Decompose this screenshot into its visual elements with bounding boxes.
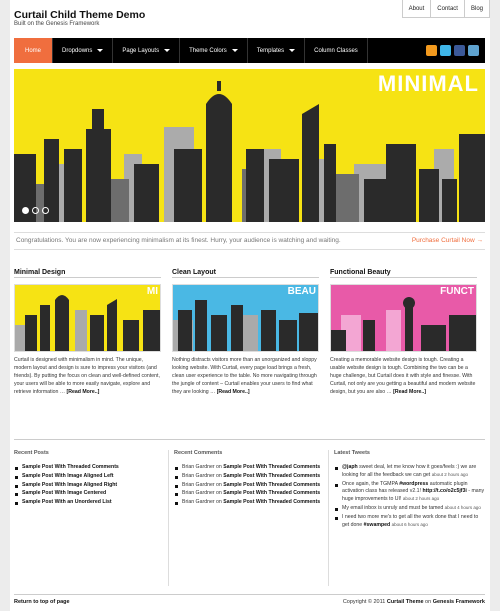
plus-icon[interactable] xyxy=(468,45,479,56)
feature-text xyxy=(330,356,477,396)
return-to-top-link[interactable]: Return to top of page xyxy=(14,599,70,605)
comment-author: Brian Gardner xyxy=(182,464,215,470)
site-description: Built on the Genesis Framework xyxy=(14,21,100,27)
list-item xyxy=(174,499,322,507)
post-link[interactable]: Sample Post With Threaded Comments xyxy=(22,464,119,470)
recent-comments-list xyxy=(174,464,322,507)
nav-label: Column Classes xyxy=(314,47,358,54)
tweet-text: - many huge improvements to UI! xyxy=(342,488,485,503)
nav-item-dropdowns[interactable] xyxy=(53,38,113,63)
comment-post-link[interactable]: Sample Post With Threaded Comments xyxy=(223,472,321,479)
tweet-time[interactable]: about 2 hours ago xyxy=(431,471,468,477)
nav-label: Theme Colors xyxy=(189,47,227,54)
footer-bar xyxy=(14,594,485,611)
skyline-thumb-image xyxy=(15,285,161,352)
comment-on: on xyxy=(216,472,222,479)
purchase-link[interactable]: Purchase Curtail Now → xyxy=(411,237,483,244)
hashtag-link[interactable]: #swamped xyxy=(363,521,391,528)
post-link[interactable]: Sample Post With an Unordered List xyxy=(22,499,112,506)
feature-thumbnail[interactable] xyxy=(330,284,477,352)
feature-clean-layout xyxy=(172,258,319,396)
recent-posts-list xyxy=(14,464,162,507)
recent-comments-widget xyxy=(174,450,322,508)
comment-on: on xyxy=(216,464,222,470)
main-navigation xyxy=(14,38,485,63)
tweet-url[interactable]: http://t.co/o2c5jf3i xyxy=(422,488,467,495)
feature-body: Curtail is designed with minimalism in mind. The unique, modern layout and design is sure to impress your visitors (and friends). By putting the focus on clean and well-defined content, your users will be able to more easily navigate, explore and retrieve information … xyxy=(14,357,160,396)
nav-item-page-layouts[interactable] xyxy=(113,38,180,63)
welcome-bar xyxy=(14,232,485,250)
framework-link[interactable]: Genesis Framework xyxy=(432,599,485,605)
comment-post-link[interactable]: Sample Post With Threaded Comments xyxy=(223,464,321,470)
nav-item-theme-colors[interactable] xyxy=(180,38,248,63)
comment-author: Brian Gardner xyxy=(182,499,215,506)
comment-on: on xyxy=(216,499,222,506)
list-item xyxy=(174,482,322,490)
copyright-text: Copyright © 2011 xyxy=(342,599,387,605)
caret-down-icon xyxy=(232,49,238,52)
facebook-icon[interactable] xyxy=(454,45,465,56)
tweet-text: Once again, the TGMPA xyxy=(342,480,400,487)
feature-functional-beauty xyxy=(330,258,477,396)
topnav-about[interactable]: About xyxy=(403,0,432,17)
list-item[interactable] xyxy=(14,499,162,507)
thumb-label: BEAU xyxy=(287,286,316,297)
welcome-text: Congratulations. You are now experiencing minimalism at its finest. Hurry, your audience is watching and waiting. xyxy=(16,237,341,244)
tweet-text: automatic plugin activation class has released v2.1! xyxy=(342,480,468,495)
post-link[interactable]: Sample Post With Image Aligned Right xyxy=(22,481,118,488)
feature-text xyxy=(14,356,161,396)
comment-author: Brian Gardner xyxy=(182,472,215,479)
feature-body: Nothing distracts visitors more than an unorganized and sloppy looking website. With Curtail, every page load brings a fresh, clean user experience to the table. No more navigating through the jungle of content – Curtail enables your users to find what they are looking … xyxy=(172,357,317,396)
thumb-label: MI xyxy=(146,286,158,297)
thumb-label: FUNCT xyxy=(440,286,474,297)
feature-minimal-design xyxy=(14,258,161,396)
top-navigation xyxy=(402,0,490,18)
feature-thumbnail[interactable] xyxy=(172,284,319,352)
comment-post-link[interactable]: Sample Post With Threaded Comments xyxy=(223,481,321,488)
widget-title: Latest Tweets xyxy=(334,450,370,456)
slider-dot-1[interactable] xyxy=(22,207,29,214)
divider xyxy=(168,450,169,586)
caret-down-icon xyxy=(289,49,295,52)
comment-post-link[interactable]: Sample Post With Threaded Comments xyxy=(223,490,321,497)
post-link[interactable]: Sample Post With Image Centered xyxy=(22,490,107,497)
caret-down-icon xyxy=(164,49,170,52)
divider xyxy=(328,450,329,586)
topnav-blog[interactable]: Blog xyxy=(465,0,490,17)
tweet-item xyxy=(334,505,485,513)
widget-title: Recent Comments xyxy=(174,450,223,456)
nav-item-column-classes[interactable] xyxy=(305,38,368,63)
list-item xyxy=(174,473,322,481)
theme-link[interactable]: Curtail Theme xyxy=(386,599,424,605)
twitter-icon[interactable] xyxy=(440,45,451,56)
comment-on: on xyxy=(216,490,222,497)
hero-slider[interactable] xyxy=(14,69,485,222)
list-item[interactable] xyxy=(14,490,162,498)
tweets-list xyxy=(334,464,485,529)
caret-down-icon xyxy=(97,49,103,52)
post-link[interactable]: Sample Post With Image Aligned Left xyxy=(22,472,114,479)
topnav-contact[interactable]: Contact xyxy=(431,0,465,17)
read-more-link[interactable]: [Read More..] xyxy=(216,389,250,396)
list-item xyxy=(174,464,322,472)
nav-label: Templates xyxy=(256,47,285,54)
read-more-link[interactable]: [Read More..] xyxy=(393,389,427,396)
widget-title: Recent Posts xyxy=(14,450,49,456)
copyright xyxy=(343,599,485,605)
slider-dot-2[interactable] xyxy=(32,207,39,214)
footer-widgets xyxy=(14,450,485,588)
tweet-handle[interactable]: @japh xyxy=(342,464,358,470)
hashtag-link[interactable]: #wordpress xyxy=(399,480,429,487)
recent-posts-widget xyxy=(14,450,162,508)
nav-label: Home xyxy=(25,47,42,54)
feature-title[interactable]: Clean Layout xyxy=(172,258,319,278)
tweet-item xyxy=(334,481,485,504)
list-item[interactable] xyxy=(14,473,162,481)
feature-title[interactable]: Functional Beauty xyxy=(330,258,477,278)
page xyxy=(10,0,490,611)
list-item xyxy=(174,490,322,498)
slider-title: MINIMAL xyxy=(377,71,479,96)
nav-label: Page Layouts xyxy=(122,47,160,54)
site-title[interactable]: Curtail Child Theme Demo xyxy=(14,9,146,21)
tweet-text: My email inbox is unruly and must be tamed xyxy=(342,504,445,511)
feature-thumbnail[interactable] xyxy=(14,284,161,352)
copyright-on: on xyxy=(423,599,433,605)
slider-dot-3[interactable] xyxy=(42,207,49,214)
tweet-time[interactable]: about 2 hours ago xyxy=(402,496,440,502)
read-more-link[interactable]: [Read More..] xyxy=(66,389,100,396)
features-section xyxy=(14,258,485,440)
tweet-text: sweet deal, let me know how it goes/feels :) we are looking for all the feedback we can get xyxy=(342,464,477,478)
tweet-text: I need two more me's to get all the work done that I need to get done xyxy=(342,513,479,528)
list-item[interactable] xyxy=(14,464,162,472)
social-icons xyxy=(426,45,479,56)
nav-item-home[interactable] xyxy=(14,38,53,63)
comment-author: Brian Gardner xyxy=(182,481,215,488)
tweet-item xyxy=(334,514,485,530)
list-item[interactable] xyxy=(14,482,162,490)
nav-item-templates[interactable] xyxy=(248,38,305,63)
feature-body: Creating a memorable website design is tough. Creating a usable website design is tough. Combining the two can be a huge challenge, but Curtail does it with style and finesse. With Curtail, not only are you getting a beautiful and modern website design, but you are also … xyxy=(330,357,476,396)
comment-on: on xyxy=(216,481,222,488)
comment-author: Brian Gardner xyxy=(182,490,215,497)
feature-title[interactable]: Minimal Design xyxy=(14,258,161,278)
slider-pagination xyxy=(22,207,49,214)
rss-icon[interactable] xyxy=(426,45,437,56)
feature-text xyxy=(172,356,319,396)
tweet-item xyxy=(334,464,485,480)
latest-tweets-widget xyxy=(334,450,485,530)
nav-label: Dropdowns xyxy=(62,47,93,54)
tweet-time[interactable]: about 4 hours ago xyxy=(444,504,481,510)
comment-post-link[interactable]: Sample Post With Threaded Comments xyxy=(223,499,321,506)
tweet-time[interactable]: about 6 hours ago xyxy=(391,521,428,527)
